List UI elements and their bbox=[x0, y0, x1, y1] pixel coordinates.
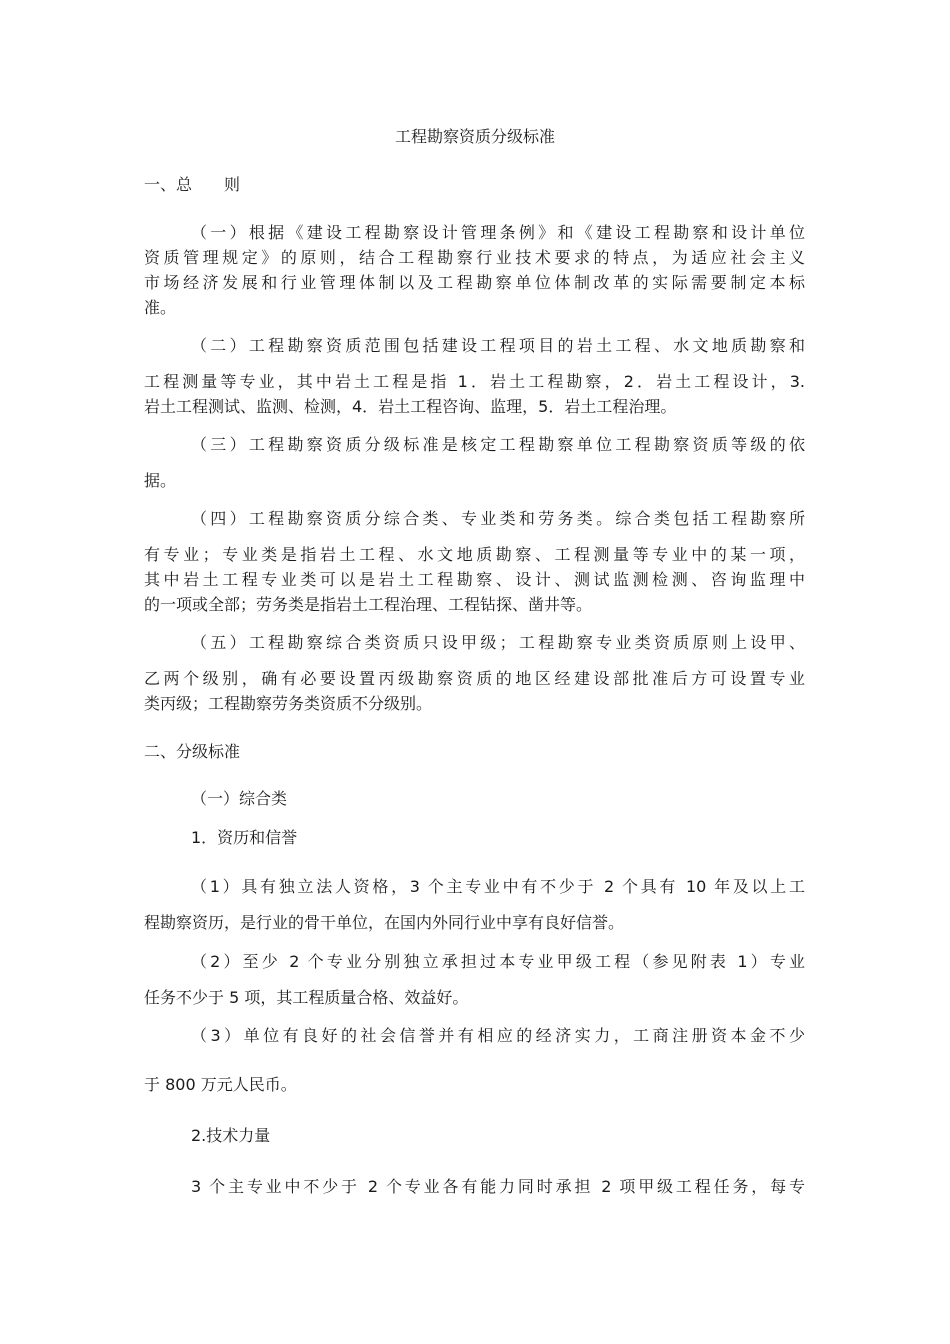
paragraph-line: （三）工程勘察资质分级标准是核定工程勘察单位工程勘察资质等级的依 bbox=[191, 435, 805, 454]
paragraph-line: （3）单位有良好的社会信誉并有相应的经济实力，工商注册资本金不少 bbox=[191, 1026, 805, 1045]
paragraph-line: （1）具有独立法人资格，3 个主专业中有不少于 2 个具有 10 年及以上工 bbox=[191, 877, 805, 896]
paragraph-line: 市场经济发展和行业管理体制以及工程勘察单位体制改革的实际需要制定本标 bbox=[144, 273, 805, 292]
paragraph-line: 于 800 万元人民币。 bbox=[144, 1075, 297, 1094]
paragraph-line: 的一项或全部；劳务类是指岩土工程治理、工程钻探、凿井等。 bbox=[144, 595, 593, 614]
paragraph-line: 资质管理规定》的原则，结合工程勘察行业技术要求的特点，为适应社会主义 bbox=[144, 248, 805, 267]
paragraph-line: （2）至少 2 个专业分别独立承担过本专业甲级工程（参见附表 1）专业 bbox=[191, 952, 805, 971]
paragraph-line: 据。 bbox=[144, 471, 177, 490]
section-heading-general: 一、总 则 bbox=[144, 175, 241, 194]
paragraph-line: 岩土工程测试、监测、检测，4．岩土工程咨询、监理，5．岩土工程治理。 bbox=[144, 397, 677, 416]
paragraph-line: 乙两个级别，确有必要设置丙级勘察资质的地区经建设部批准后方可设置专业 bbox=[144, 669, 805, 688]
item-heading: 2.技术力量 bbox=[191, 1126, 271, 1145]
paragraph-line: （五）工程勘察综合类资质只设甲级；工程勘察专业类资质原则上设甲、 bbox=[191, 633, 805, 652]
paragraph-line: 其中岩土工程专业类可以是岩土工程勘察、设计、测试监测检测、咨询监理中 bbox=[144, 570, 805, 589]
document-title: 工程勘察资质分级标准 bbox=[394, 127, 555, 146]
paragraph-line: （四）工程勘察资质分综合类、专业类和劳务类。综合类包括工程勘察所 bbox=[191, 509, 805, 528]
paragraph-line: （一）根据《建设工程勘察设计管理条例》和《建设工程勘察和设计单位 bbox=[191, 223, 805, 242]
item-heading: 1．资历和信誉 bbox=[191, 828, 298, 847]
paragraph-line: 准。 bbox=[144, 298, 177, 317]
subsection-heading: （一）综合类 bbox=[191, 789, 288, 808]
paragraph-line: （二）工程勘察资质范围包括建设工程项目的岩土工程、水文地质勘察和 bbox=[191, 336, 805, 355]
paragraph-line: 3 个主专业中不少于 2 个专业各有能力同时承担 2 项甲级工程任务，每专 bbox=[191, 1177, 805, 1196]
paragraph-line: 有专业；专业类是指岩土工程、水文地质勘察、工程测量等专业中的某一项， bbox=[144, 545, 805, 564]
section-heading-grading: 二、分级标准 bbox=[144, 742, 241, 761]
paragraph-line: 任务不少于 5 项，其工程质量合格、效益好。 bbox=[144, 988, 469, 1007]
paragraph-line: 程勘察资历，是行业的骨干单位，在国内外同行业中享有良好信誉。 bbox=[144, 913, 625, 932]
paragraph-line: 类丙级；工程勘察劳务类资质不分级别。 bbox=[144, 694, 433, 713]
paragraph-line: 工程测量等专业，其中岩土工程是指 1．岩土工程勘察，2．岩土工程设计，3. bbox=[144, 372, 805, 391]
